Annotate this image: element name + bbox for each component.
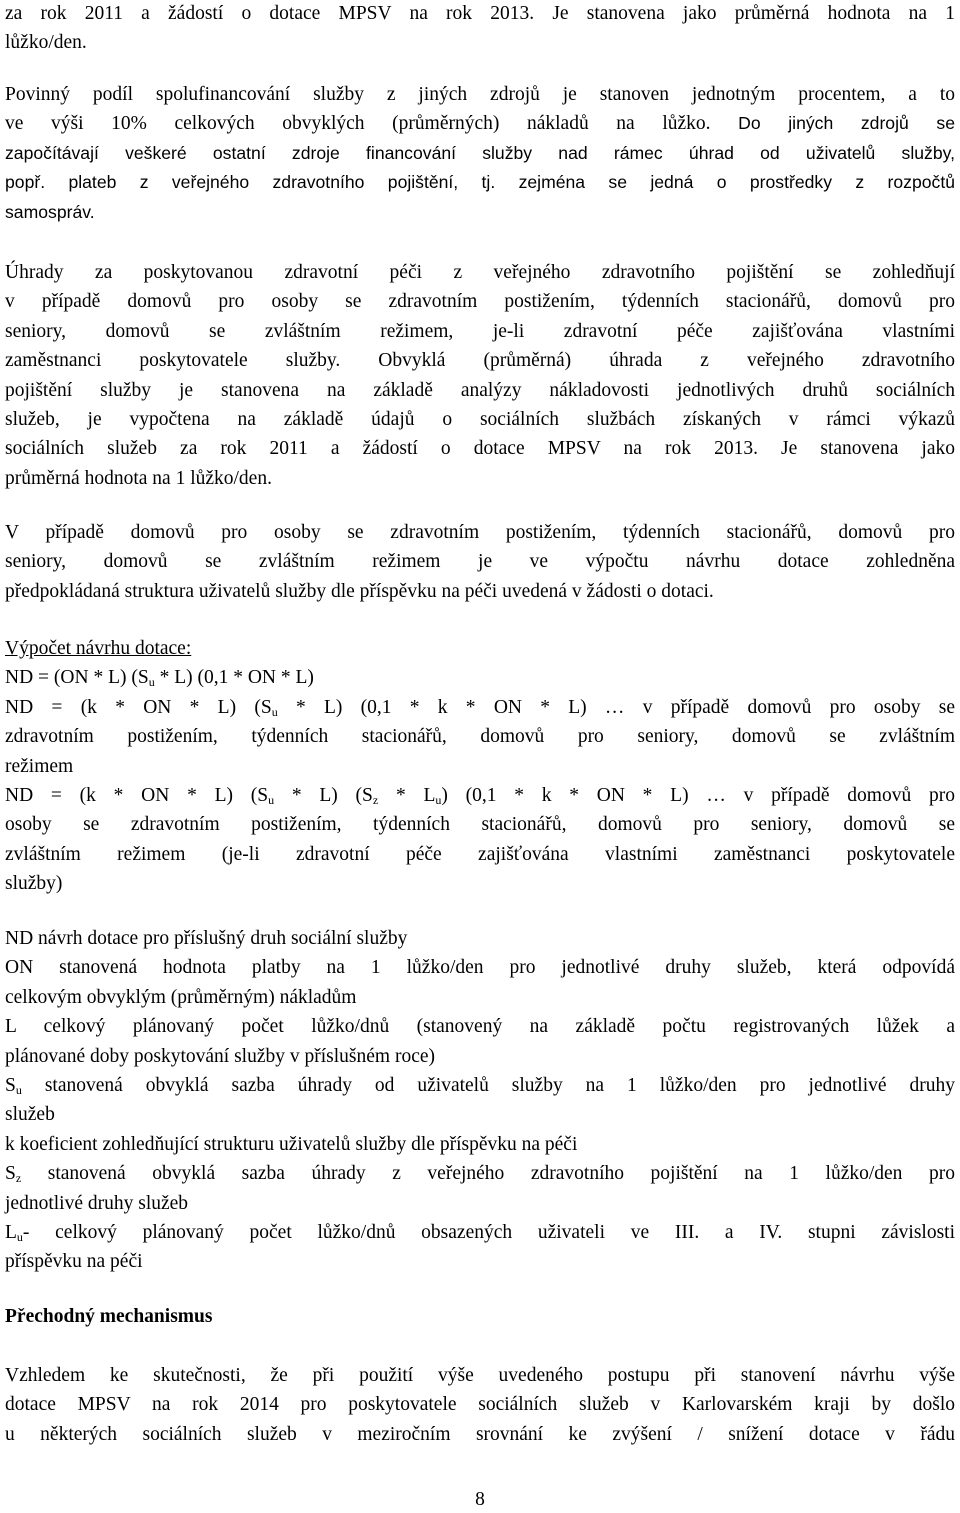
transition-heading-block xyxy=(5,1302,955,1331)
formula-part: ) (0,1 * k * ON * L) … v případě domovů pro xyxy=(441,784,955,806)
page-number: 8 xyxy=(475,1489,485,1510)
paragraph-co-financing xyxy=(5,80,955,227)
text-line: za rok 2011 a žádostí o dotace MPSV na rok 2013. Je stanovena jako průměrná hodnota na 1 xyxy=(5,3,955,24)
legend-lu xyxy=(5,1218,955,1247)
formula-part: * L) (S xyxy=(274,784,373,806)
legend-su xyxy=(5,1071,955,1100)
text-segment: ve výši 10% celkových obvyklých (průměrných) nákladů na lůžko. xyxy=(5,113,711,135)
legend-sz xyxy=(5,1159,955,1188)
text-line: dotace MPSV na rok 2014 pro poskytovatele sociálních služeb v Karlovarském kraji by došlo xyxy=(5,1394,955,1416)
subscript: u xyxy=(148,675,155,690)
text-line: popř. plateb z veřejného zdravotního pojištění, tj. zejména se jedná o prostředky z rozpočtů xyxy=(5,172,955,193)
paragraph-continuation xyxy=(5,0,955,58)
formula-part: * L) (0,1 * k * ON * L) … v případě domovů pro osoby se xyxy=(277,696,955,718)
text-line: sociálních služeb za rok 2011 a žádostí o dotace MPSV na rok 2013. Je stanovena jako xyxy=(5,438,955,460)
formula-1 xyxy=(5,663,955,692)
text-line: zaměstnanci poskytovatele služby. Obvyklá (průměrná) úhrada z veřejného zdravotního xyxy=(5,350,955,372)
text-line: průměrná hodnota na 1 lůžko/den. xyxy=(5,467,272,489)
text-line: lůžko/den. xyxy=(5,32,87,54)
subscript: u xyxy=(435,792,442,807)
formula-part: - celkový plánovaný počet lůžko/dnů obsazených uživateli ve III. a IV. stupni závislosti xyxy=(22,1221,955,1243)
text-line: samospráv. xyxy=(5,201,95,222)
formula-part: * L) (0,1 * ON * L) xyxy=(154,667,314,689)
subscript: z xyxy=(372,792,379,807)
paragraph-transition xyxy=(5,1361,955,1449)
text-line: režimem xyxy=(5,755,74,777)
text-line: Vzhledem ke skutečnosti, že při použití výše uvedeného postupu při stanovení návrhu výše xyxy=(5,1365,955,1386)
calculation-section xyxy=(5,634,955,899)
text-line: předpokládaná struktura uživatelů služby dle příspěvku na péči uvedená v žádosti o dotaci. xyxy=(5,580,714,602)
text-line: plánované doby poskytování služby v příslušném roce) xyxy=(5,1045,435,1067)
section-heading: Přechodný mechanismus xyxy=(5,1306,213,1327)
formula-part: ND = (ON * L) (S xyxy=(5,667,149,689)
formula-part: S xyxy=(5,1163,16,1185)
subscript: z xyxy=(15,1171,22,1186)
text-line: služeb, je vypočtena na základě údajů o sociálních službách získaných v rámci výkazů xyxy=(5,408,955,430)
text-line: pojištění služby je stanovena na základě analýzy nákladovosti jednotlivých druhů sociálních xyxy=(5,379,955,401)
subscript: u xyxy=(268,792,275,807)
text-line: služeb xyxy=(5,1104,55,1126)
formula-part: L xyxy=(5,1221,17,1243)
text-line: příspěvku na péči xyxy=(5,1251,143,1273)
legend-l: L celkový plánovaný počet lůžko/dnů (stanovený na základě počtu registrovaných lůžek a xyxy=(5,1016,955,1038)
text-line: seniory, domovů se zvláštním režimem, je-li zdravotní péče zajišťována vlastními xyxy=(5,320,955,342)
text-line: v případě domovů pro osoby se zdravotním postižením, týdenních stacionářů, domovů pro xyxy=(5,291,955,313)
paragraph-user-structure xyxy=(5,518,955,606)
formula-3 xyxy=(5,781,955,810)
legend-k: k koeficient zohledňující strukturu uživatelů služby dle příspěvku na péči xyxy=(5,1133,578,1155)
text-line: zvláštním režimem (je-li zdravotní péče zajišťována vlastními zaměstnanci poskytovatele xyxy=(5,843,955,865)
formula-part: ND = (k * ON * L) (S xyxy=(5,784,269,806)
formula-part: ND = (k * ON * L) (S xyxy=(5,696,272,718)
text-line: osoby se zdravotním postižením, týdenních stacionářů, domovů pro seniory, domovů se xyxy=(5,814,955,836)
text-line: celkovým obvyklým (průměrným) nákladům xyxy=(5,986,357,1008)
text-line: Úhrady za poskytovanou zdravotní péči z veřejného zdravotního pojištění se zohledňují xyxy=(5,262,955,283)
formula-part: * L xyxy=(378,784,436,806)
subscript: u xyxy=(271,704,278,719)
legend-nd: ND návrh dotace pro příslušný druh sociální služby xyxy=(5,928,408,949)
text-line: zdravotním postižením, týdenních stacionářů, domovů pro seniory, domovů se zvláštním xyxy=(5,726,955,748)
text-line: V případě domovů pro osoby se zdravotním postižením, týdenních stacionářů, domovů pro xyxy=(5,522,955,543)
text-segment-sans: Do jiných zdrojů se xyxy=(710,113,955,134)
formula-part: stanovená obvyklá sazba úhrady z veřejného zdravotního pojištění na 1 lůžko/den pro xyxy=(21,1163,955,1185)
text-line: seniory, domovů se zvláštním režimem je ve výpočtu návrhu dotace zohledněna xyxy=(5,551,955,573)
text-line: služby) xyxy=(5,873,63,895)
calculation-heading: Výpočet návrhu dotace: xyxy=(5,638,192,659)
formula-part: S xyxy=(5,1074,16,1096)
paragraph-health-insurance xyxy=(5,258,955,493)
formula-part: stanovená obvyklá sazba úhrady od uživatelů služby na 1 lůžko/den pro jednotlivé druhy xyxy=(21,1074,955,1096)
text-line xyxy=(5,109,955,138)
text-line: jednotlivé druhy služeb xyxy=(5,1192,189,1214)
subscript: u xyxy=(15,1082,22,1097)
formula-2 xyxy=(5,693,955,722)
text-line: Povinný podíl spolufinancování služby z jiných zdrojů je stanoven jednotným procentem, a to xyxy=(5,84,955,105)
text-line: u některých sociálních služeb v meziročním srovnání ke zvýšení / snížení dotace v řádu xyxy=(5,1423,955,1445)
subscript: u xyxy=(16,1229,23,1244)
variable-legend xyxy=(5,924,955,1277)
text-line: započítávají veškeré ostatní zdroje financování služby nad rámec úhrad od uživatelů služby, xyxy=(5,142,955,163)
legend-on: ON stanovená hodnota platby na 1 lůžko/den pro jednotlivé druhy služeb, která odpovídá xyxy=(5,957,955,979)
